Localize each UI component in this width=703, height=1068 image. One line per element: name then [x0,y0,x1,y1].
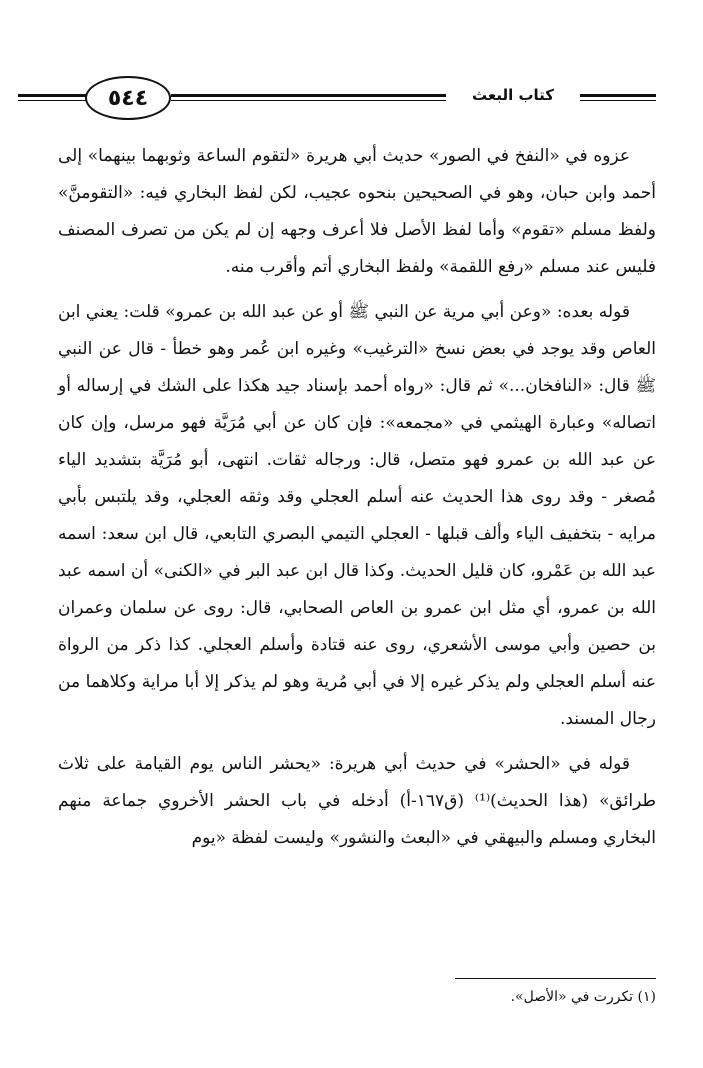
page-header [0,0,703,120]
footnote-rule [455,978,656,979]
header-rule-middle-thin [171,100,446,101]
page-number: ٥٤٤ [85,76,171,120]
paragraph-2: قوله بعده: «وعن أبي مرية عن النبي ﷺ أو عن عبد الله بن عمرو» قلت: يعني ابن العاص وقد يوجد في بعض نسخ «الترغيب» وغيره ابن عُمر وهو خطأ - قال عن النبي ﷺ قال: «النافخان...» ثم قال: «رواه أحمد بإسناد جيد هكذا على الشك في إرساله أو اتصاله» وعبارة الهيثمي في «مجمعه»: فإن كان عن أبي مُرَيَّة فهو مرسل، وإن كان عن عبد الله بن عمرو فهو متصل، قال: ورجاله ثقات. انتهى، أبو مُرَيَّة بتشديد الياء مُصغر - وقد روى هذا الحديث عنه أسلم العجلي وقد وثقه العجلي، وقد يلتبس بأبي مرايه - بتخفيف الياء وألف قبلها - العجلي التيمي البصري التابعي، قال ابن سعد: اسمه عبد الله بن عَمْرو، كان قليل الحديث. وكذا قال ابن عبد البر في «الكنى» أن اسمه عبد الله بن عمرو، أي مثل ابن عمرو بن العاص الصحابي، قال: روى عن سلمان وعمران بن حصين وأبي موسى الأشعري، روى عنه قتادة وأسلم العجلي. كذا ذكر من الرواة عنه أسلم العجلي ولم يذكر غيره إلا في أبي مُرية وهو لم يذكر إلا أبا مراية وكلاهما من رجال المسند. [58,302,656,729]
paragraph-1: عزوه في «النفخ في الصور» حديث أبي هريرة «لتقوم الساعة وثوبهما بينهما» إلى أحمد وابن حبان، وهو في الصحيحين بنحوه عجيب، لكن لفظ البخاري فيه: «التقومنَّ» ولفظ مسلم «تقوم» وأما لفظ الأصل فلا أعرف وجهه إن لم يكن من تصرف المصنف فليس عند مسلم «رفع اللقمة» ولفظ البخاري أتم وأقرب منه. [58,146,656,277]
header-rule-left [18,94,86,97]
main-text [58,138,656,857]
header-rule-right-thin [580,100,656,101]
header-rule-middle [171,94,446,97]
footnote: (١) تكررت في «الأصل». [510,989,656,1005]
header-rule-left-thin [18,100,86,101]
paragraph-3: قوله في «الحشر» في حديث أبي هريرة: «يحشر الناس يوم القيامة على ثلاث طرائق» (هذا الحديث)⁽¹⁾ (ق١٦٧-أ) أدخله في باب الحشر الأخروي جماعة منهم البخاري ومسلم والبيهقي في «البعث والنشور» وليست لفظة «يوم [58,754,657,848]
header-rule-right [580,94,656,97]
running-title: كتاب البعث [471,86,555,104]
